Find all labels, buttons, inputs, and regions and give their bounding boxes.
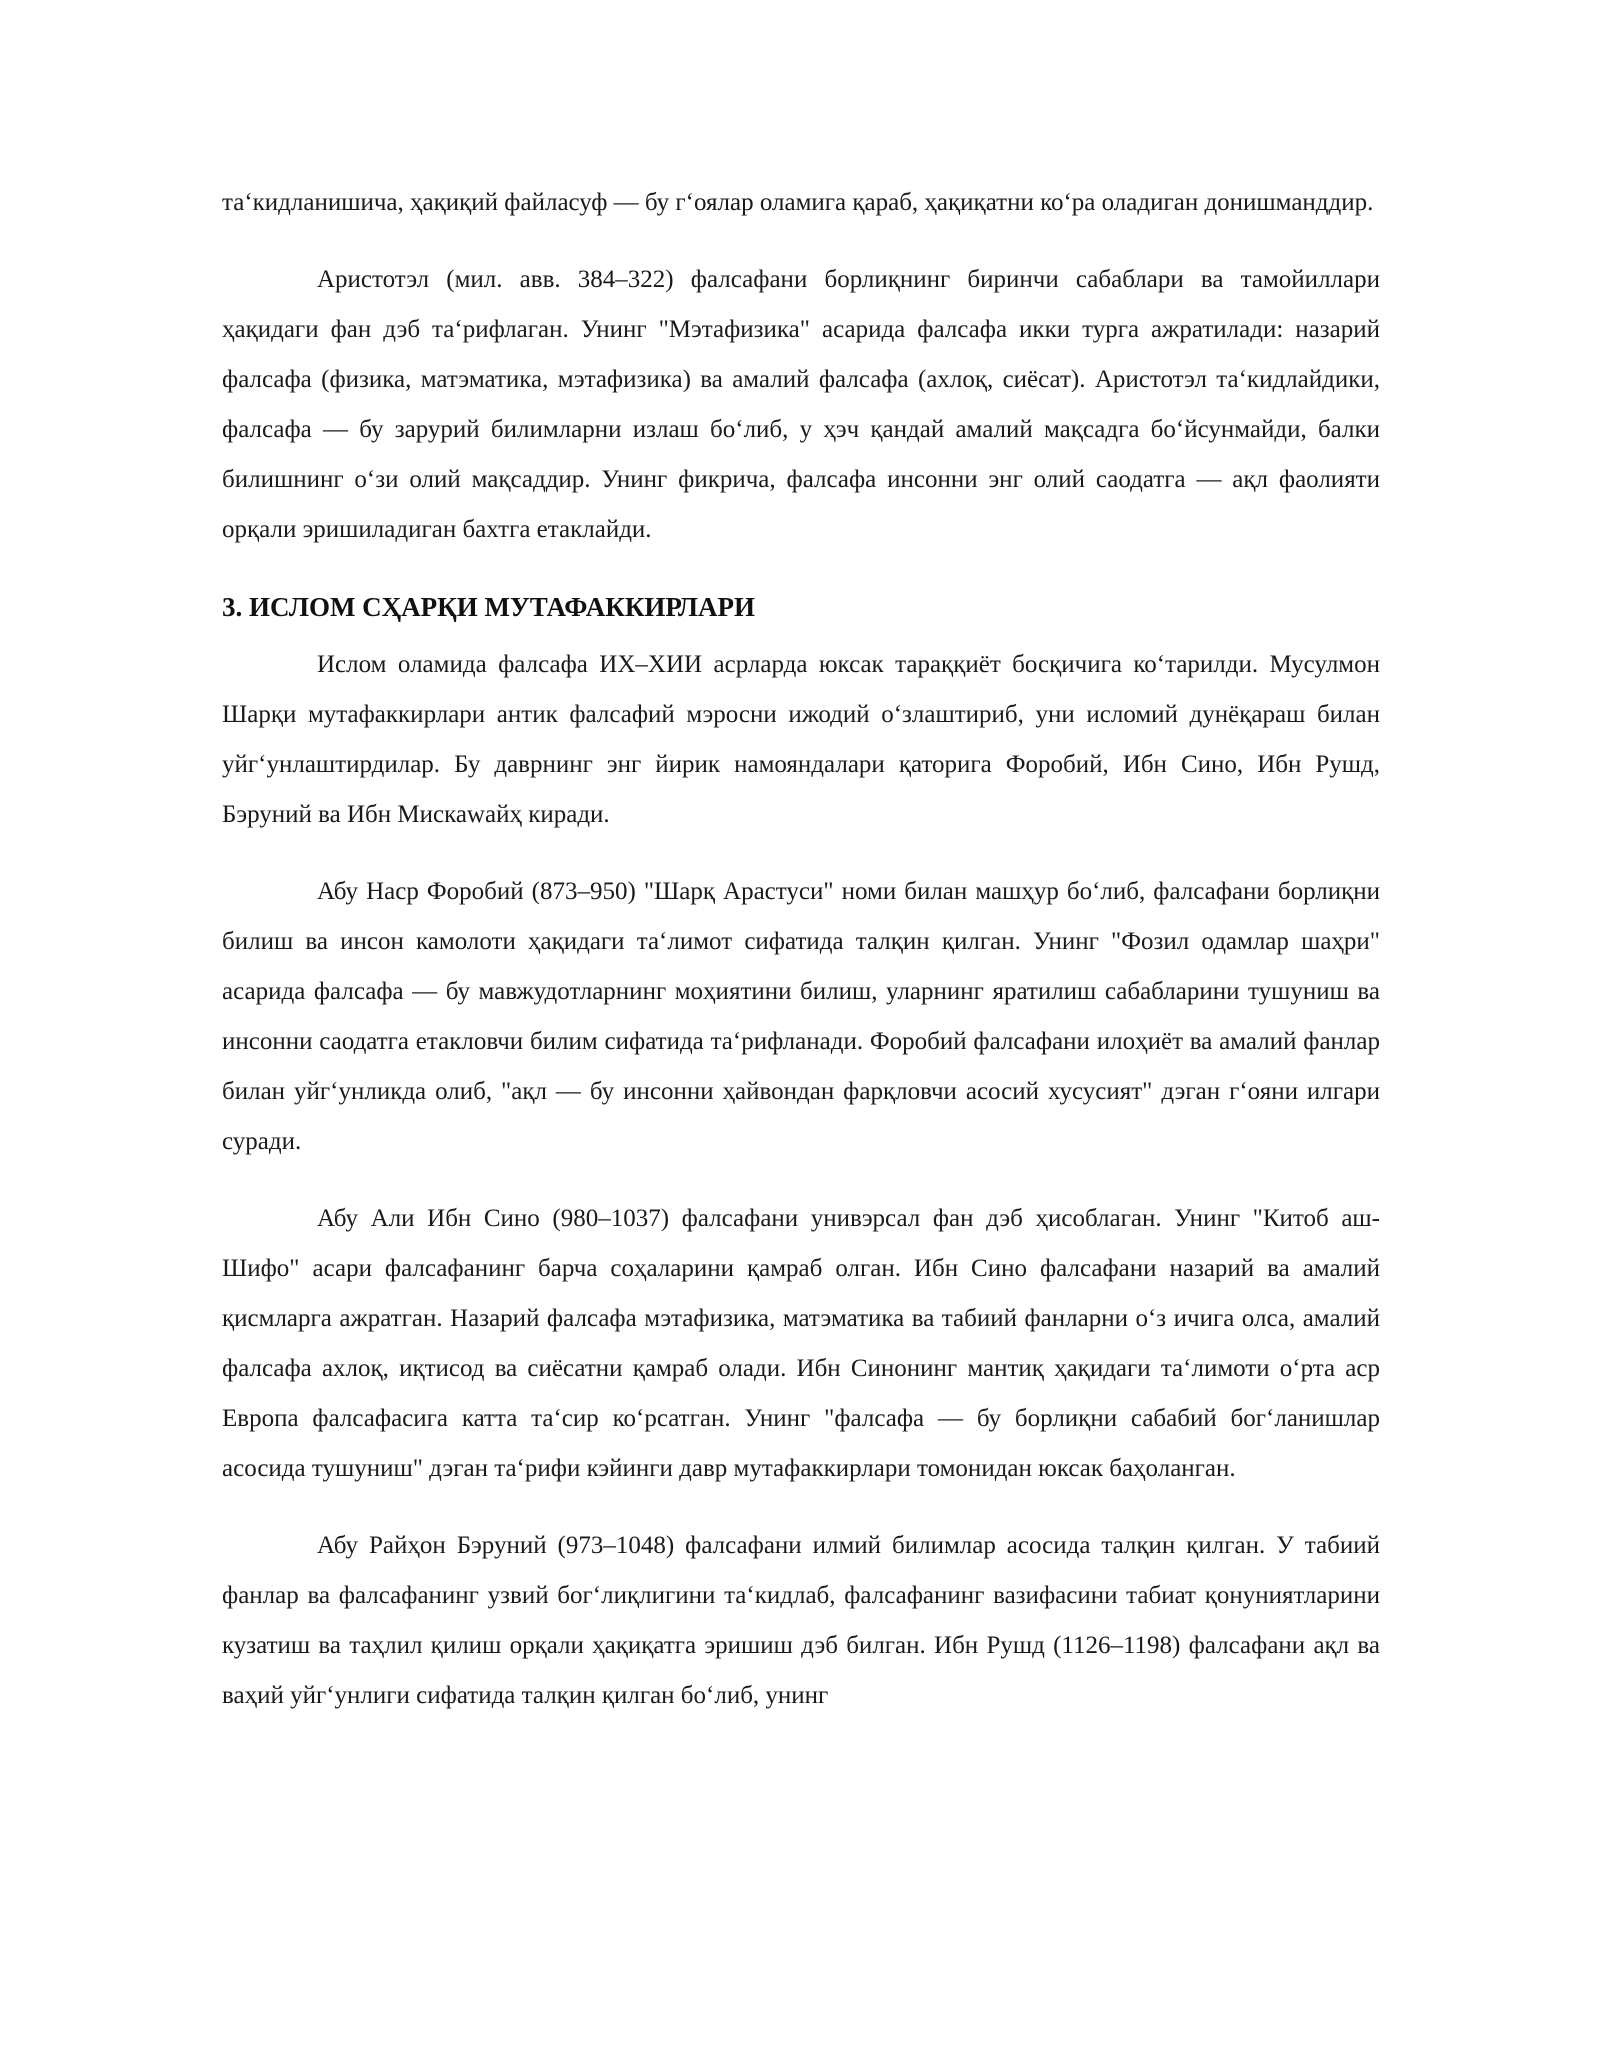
paragraph-islamic-philosophy-intro: Ислом оламида фалсафа ИХ–ХИИ асрларда юксак тараққиёт босқичига коʻтарилди. Мусулмон Шарқи мутафаккирлари антик фалсафий мэросни ижодий оʻзлаштириб, уни исломий дунёқараш билан уйгʻунлаштирдилар. Бу даврнинг энг йирик намояндалари қаторига Форобий, Ибн Сино, Ибн Рушд, Бэруний ва Ибн Мискаwайҳ киради.	[222, 651, 1380, 828]
paragraph-plato-continuation: таʻкидланишича, ҳақиқий файласуф — бу гʻоялар оламига қараб, ҳақиқатни коʻра оладиган донишманддир.	[222, 189, 1374, 216]
document-page	[222, 178, 1380, 1748]
paragraph-ibn-sino: Абу Али Ибн Сино (980–1037) фалсафани унивэрсал фан дэб ҳисоблаган. Унинг "Китоб аш-Шифо" асари фалсафанинг барча соҳаларини қамраб олган. Ибн Сино фалсафани назарий ва амалий қисмларга ажратган. Назарий фалсафа мэтафизика, матэматика ва табиий фанларни оʻз ичига олса, амалий фалсафа ахлоқ, иқтисод ва сиёсатни қамраб олади. Ибн Синонинг мантиқ ҳақидаги таʻлимоти оʻрта аср Европа фалсафасига катта таʻсир коʻрсатган. Унинг "фалсафа — бу борлиқни сабабий богʻланишлар асосида тушуниш" дэган таʻрифи кэйинги давр мутафаккирлари томонидан юксак баҳоланган.	[222, 1205, 1380, 1482]
paragraph-aristotle: Аристотэл (мил. авв. 384–322) фалсафани борлиқнинг биринчи сабаблари ва тамойиллари ҳақидаги фан дэб таʻрифлаган. Унинг "Мэтафизика" асарида фалсафа икки турга ажратилади: назарий фалсафа (физика, матэматика, мэтафизика) ва амалий фалсафа (ахлоқ, сиёсат). Аристотэл таʻкидлайдики, фалсафа — бу зарурий билимларни излаш боʻлиб, у ҳэч қандай амалий мақсадга боʻйсунмайди, балки билишнинг оʻзи олий мақсаддир. Унинг фикрича, фалсафа инсонни энг олий саодатга — ақл фаолияти орқали эришиладиган бахтга етаклайди.	[222, 266, 1380, 543]
paragraph-farabi: Абу Наср Форобий (873–950) "Шарқ Арастуси" номи билан машҳур боʻлиб, фалсафани борлиқни билиш ва инсон камолоти ҳақидаги таʻлимот сифатида талқин қилган. Унинг "Фозил одамлар шаҳри" асарида фалсафа — бу мавжудотларнинг моҳиятини билиш, уларнинг яратилиш сабабларини тушуниш ва инсонни саодатга етакловчи билим сифатида таʻрифланади. Форобий фалсафани илоҳиёт ва амалий фанлар билан уйгʻунликда олиб, "ақл — бу инсонни ҳайвондан фарқловчи асосий хусусият" дэган гʻояни илгари суради.	[222, 878, 1380, 1155]
section-heading: 3. ИСЛОМ СҲАРҚИ МУТАФАККИРЛАРИ	[222, 592, 755, 622]
paragraph-beruni: Абу Райҳон Бэруний (973–1048) фалсафани илмий билимлар асосида талқин қилган. У табиий фанлар ва фалсафанинг узвий богʻлиқлигини таʻкидлаб, фалсафанинг вазифасини табиат қонуниятларини кузатиш ва таҳлил қилиш орқали ҳақиқатга эришиш дэб билган. Ибн Рушд (1126–1198) фалсафани ақл ва ваҳий уйгʻунлиги сифатида талқин қилган боʻлиб, унинг	[222, 1532, 1380, 1709]
